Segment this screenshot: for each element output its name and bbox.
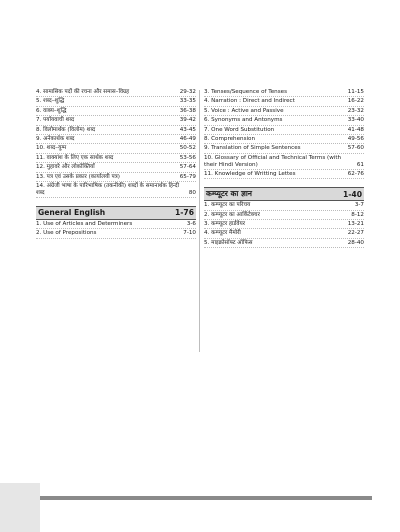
toc-row: 6. वाक्य–शुद्धि 36-38 (36, 107, 196, 116)
toc-row: 11. वाक्यांश के लिए एक सार्थक शब्द 53-56 (36, 154, 196, 163)
toc-row: 10. शब्द–युग्म 50-52 (36, 144, 196, 153)
toc-row: 5. माइक्रोसॉफ्ट ऑफिस 28-40 (204, 239, 364, 248)
toc-row: 3. कम्प्यूटर हार्डवेयर 13-21 (204, 220, 364, 229)
toc-row: 8. विलोमार्थक (विलोम) शब्द 43-45 (36, 126, 196, 135)
toc-row: 4. कम्प्यूटर मैमोरी 22-27 (204, 229, 364, 238)
toc-row: 11. Knowledge of Writting Lettes 62-76 (204, 170, 364, 179)
toc-row: 7. One Word Substitution 41-48 (204, 126, 364, 135)
toc-row: 8. Comprehension 49-56 (204, 135, 364, 144)
toc-row: 13. पत्र एवं उसके प्रकार (कार्यालयी पत्र) 65-79 (36, 173, 196, 182)
toc-row: 5. Voice : Active and Passive 23-32 (204, 107, 364, 116)
footer-rule (40, 496, 372, 500)
toc-row: 5. शब्द–शुद्धि 33-35 (36, 97, 196, 106)
section-pages: 1-40 (342, 189, 362, 199)
left-column (36, 88, 196, 239)
toc-row: 2. Use of Prepositions 7-10 (36, 229, 196, 238)
toc-row: 14. अंग्रेजी भाषा के पारिभाषिक (तकनीकी) शब्दों के समानार्थक हिन्दी शब्द 80 (36, 182, 196, 196)
toc-row: 6. Synonyms and Antonyms 33-40 (204, 116, 364, 125)
right-column (204, 88, 364, 248)
section-title: General English (38, 208, 106, 218)
toc-row: 1. Use of Articles and Determiners 3-6 (36, 220, 196, 229)
section-pages: 1-76 (174, 208, 194, 218)
toc-row: 4. सामासिक पदों की रचना और समास–विग्रह 29-32 (36, 88, 196, 97)
toc-row: 9. अनेकार्थक शब्द 46-49 (36, 135, 196, 144)
toc-row: 7. पर्यायवाची शब्द 39-42 (36, 116, 196, 125)
toc-row: 2. कम्प्यूटर का आर्किटेक्चर 8-12 (204, 211, 364, 220)
page-corner-block (0, 483, 40, 532)
section-header-computer-knowledge (204, 187, 364, 201)
toc-row: 12. मुहावरे और लोकोक्तियाँ 57-64 (36, 163, 196, 172)
toc-row: 9. Translation of Simple Sentences 57-60 (204, 144, 364, 153)
section-title: कम्प्यूटर का ज्ञान (206, 189, 253, 199)
toc-row: 10. Glossary of Official and Technical Terms (with their Hindi Version) 61 (204, 154, 364, 168)
toc-row: 4. Narration : Direct and Indirect 16-22 (204, 97, 364, 106)
toc-row: 3. Tenses/Sequence of Tenses 11-15 (204, 88, 364, 97)
section-header-general-english (36, 206, 196, 220)
toc-row: 1. कम्प्यूटर का परिचय 3-7 (204, 201, 364, 210)
